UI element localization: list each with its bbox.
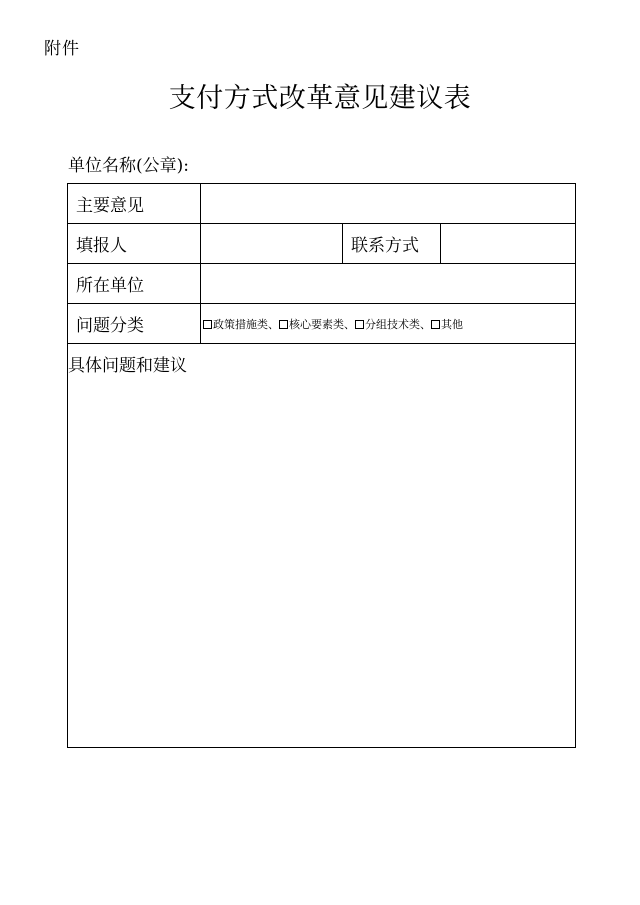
category-options (200, 304, 575, 343)
document-title: 支付方式改革意见建议表 (168, 83, 472, 114)
unit-label: 所在单位 (76, 276, 144, 296)
checkbox-icon[interactable] (279, 320, 288, 329)
attachment-label: 附件 (44, 39, 80, 59)
unit-field[interactable] (200, 264, 575, 303)
filler-field[interactable] (200, 224, 342, 263)
checkbox-icon[interactable] (431, 320, 440, 329)
row-main-opinion (68, 184, 575, 224)
main-opinion-field[interactable] (200, 184, 575, 223)
suggestion-form-table (67, 183, 576, 748)
category-option-other[interactable]: 其他 (431, 316, 463, 332)
main-opinion-label: 主要意见 (76, 196, 144, 216)
category-label: 问题分类 (76, 316, 144, 336)
unit-name-label: 单位名称(公章): (68, 156, 189, 176)
row-unit (68, 264, 575, 304)
detail-label: 具体问题和建议 (68, 356, 187, 376)
checkbox-icon[interactable] (203, 320, 212, 329)
detail-area[interactable] (68, 344, 575, 747)
category-option-policy[interactable]: 政策措施类、 (203, 316, 279, 332)
filler-label: 填报人 (76, 236, 127, 256)
category-option-grouping[interactable]: 分组技术类、 (355, 316, 431, 332)
contact-label: 联系方式 (342, 224, 440, 263)
row-filler (68, 224, 575, 264)
checkbox-icon[interactable] (355, 320, 364, 329)
contact-field[interactable] (440, 224, 575, 263)
row-category (68, 304, 575, 344)
category-option-core[interactable]: 核心要素类、 (279, 316, 355, 332)
